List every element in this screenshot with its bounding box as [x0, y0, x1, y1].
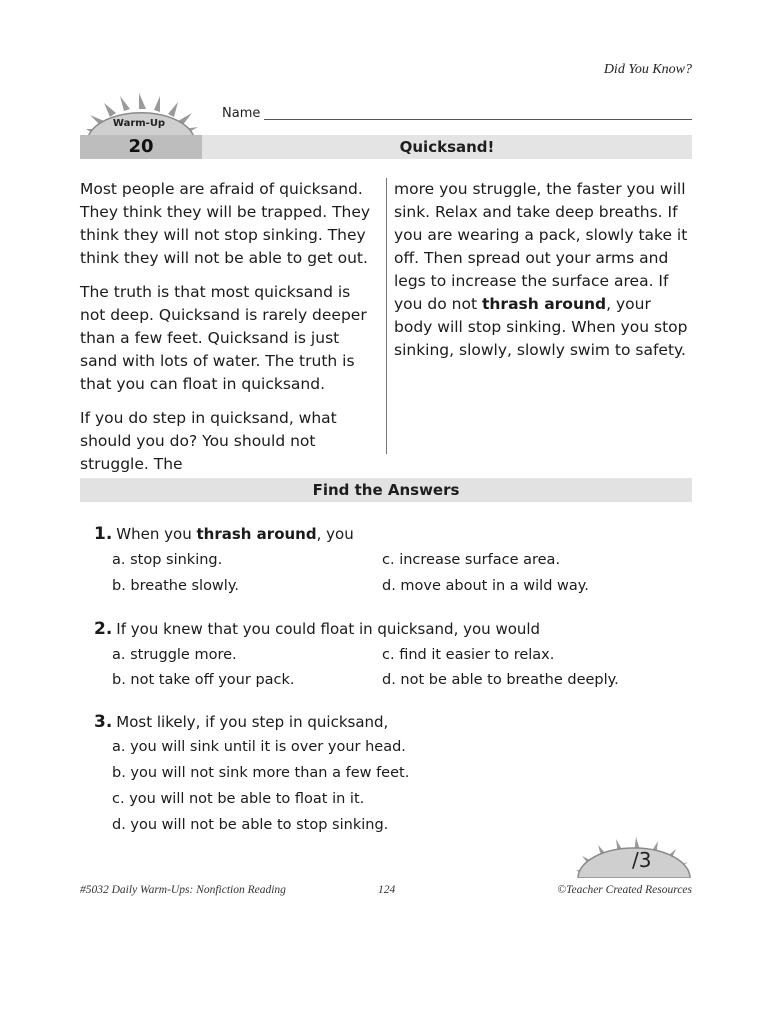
answer-option-2a[interactable]: a. struggle more. [112, 647, 237, 663]
passage-right-column [394, 178, 694, 373]
passage-paragraph: Most people are afraid of quicksand. They think they will be trapped. They think they will not stop sinking. They think they will not be able to get out. [80, 180, 371, 267]
series-title: Did You Know? [603, 62, 692, 77]
section-title: Find the Answers [80, 478, 692, 502]
page-title: Quicksand! [399, 138, 495, 156]
answer-option-1d[interactable]: d. move about in a wild way. [382, 578, 589, 594]
passage-paragraph: The truth is that most quicksand is not deep. Quicksand is rarely deeper than a few feet. Quicksand is just sand with lots of water. The truth is that you can float in quicksand. [80, 283, 367, 393]
score-total: /3 [632, 848, 652, 872]
sun-icon [80, 93, 204, 137]
answer-option-2c[interactable]: c. find it easier to relax. [382, 647, 555, 663]
answer-option-3b[interactable]: b. you will not sink more than a few feet. [112, 765, 410, 781]
answer-option-1a[interactable]: a. stop sinking. [112, 552, 223, 568]
answer-option-3a[interactable]: a. you will sink until it is over your head. [112, 739, 406, 755]
question-2: 2. If you knew that you could float in quicksand, you would [94, 619, 541, 639]
question-1: 1. When you thrash around, you [94, 524, 354, 544]
answer-option-1b[interactable]: b. breathe slowly. [112, 578, 239, 594]
warm-up-label: Warm-Up [112, 118, 166, 129]
name-label: Name [222, 106, 261, 121]
page-number: 124 [378, 884, 396, 896]
column-divider [386, 178, 387, 454]
score-badge [574, 836, 694, 878]
question-number: 1. [94, 524, 113, 544]
passage-paragraph: more you struggle, the faster you will sink. Relax and take deep breaths. If you are wearing a pack, slowly take it off. Then spread out your arms and legs to increase the surface area. If you do not thrash around, your body will stop sinking. When you stop sinking, slowly, slowly swim to safety. [394, 180, 688, 359]
passage-paragraph: If you do step in quicksand, what should you do? You should not struggle. The [80, 409, 337, 473]
question-number: 3. [94, 712, 113, 732]
footer-book-title: #5032 Daily Warm-Ups: Nonfiction Reading [80, 884, 286, 896]
passage-left-column [80, 178, 380, 487]
name-field-line[interactable] [264, 119, 692, 120]
footer-publisher: ©Teacher Created Resources [557, 884, 692, 896]
answer-option-1c[interactable]: c. increase surface area. [382, 552, 561, 568]
answer-option-3d[interactable]: d. you will not be able to stop sinking. [112, 817, 389, 833]
answer-option-2d[interactable]: d. not be able to breathe deeply. [382, 672, 619, 688]
vocab-keyword: thrash around [196, 525, 317, 543]
answer-option-2b[interactable]: b. not take off your pack. [112, 672, 295, 688]
answer-option-3c[interactable]: c. you will not be able to float in it. [112, 791, 365, 807]
warm-up-number: 20 [80, 135, 202, 159]
question-3: 3. Most likely, if you step in quicksand, [94, 712, 389, 732]
question-number: 2. [94, 619, 113, 639]
vocab-keyword: thrash around [481, 295, 607, 313]
